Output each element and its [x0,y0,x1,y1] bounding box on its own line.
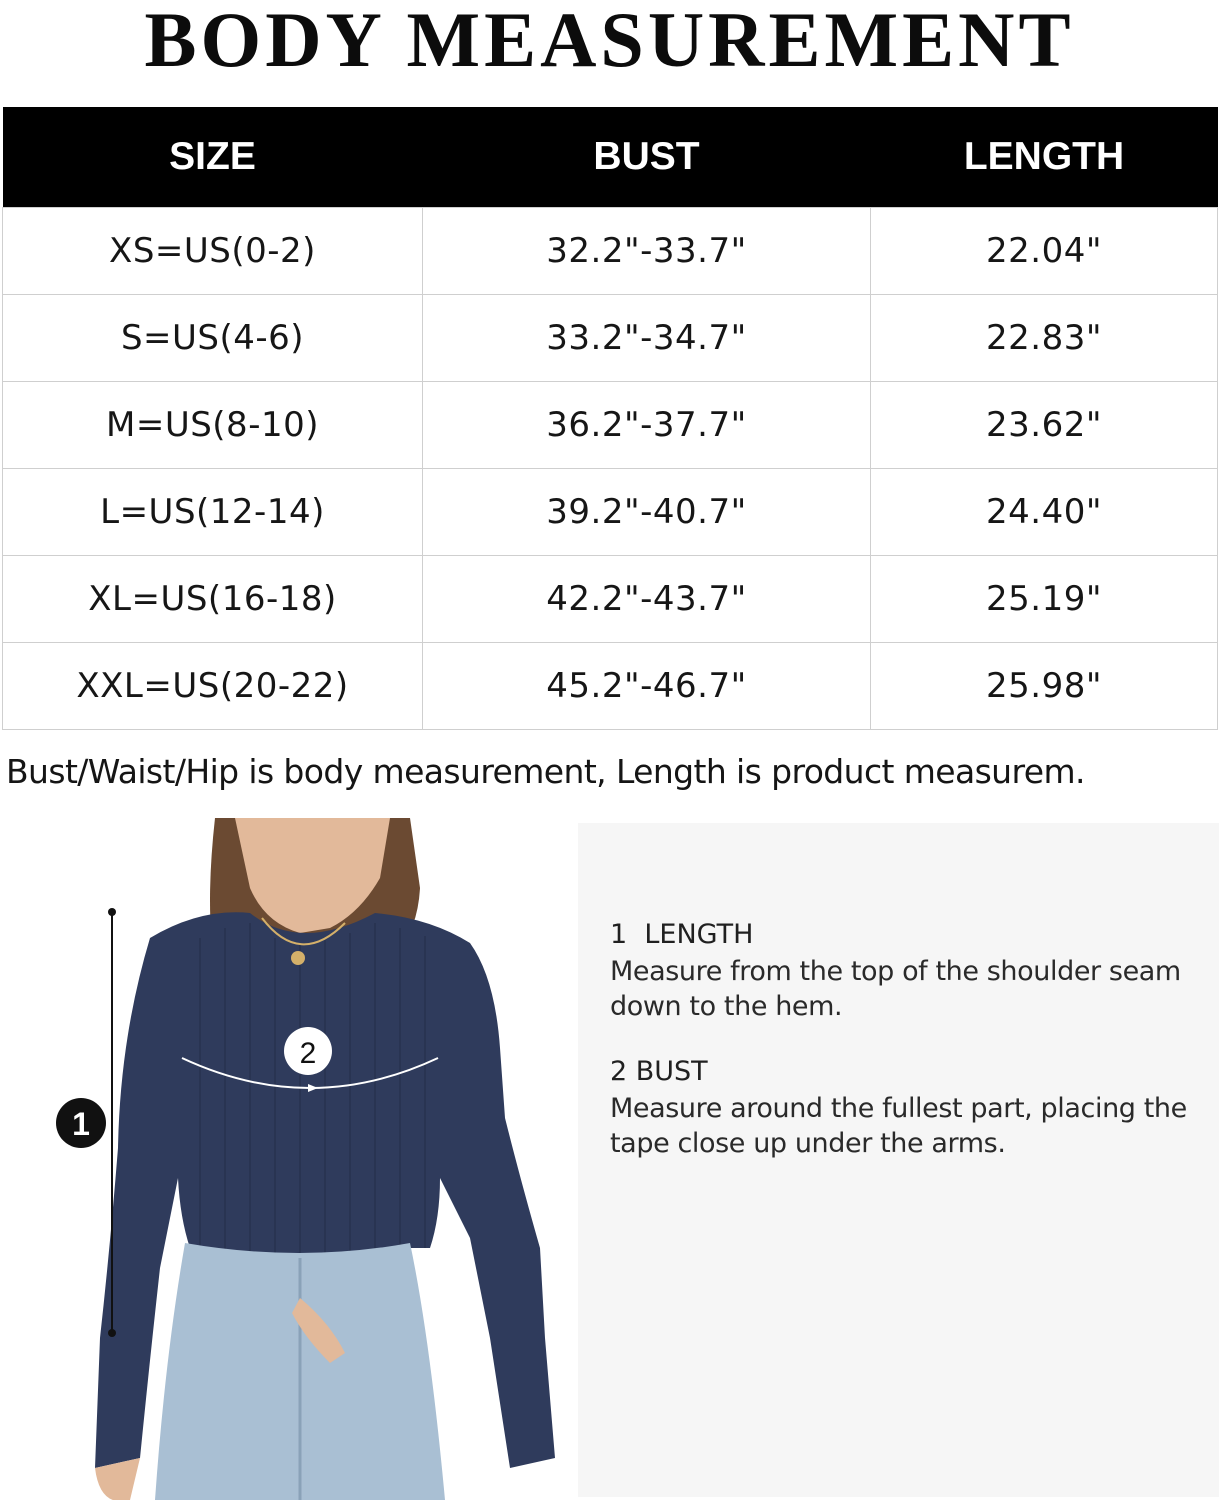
measurement-note: Bust/Waist/Hip is body measurement, Length is product measurem. [6,752,1085,791]
cell-size: L=US(12-14) [3,469,423,556]
length-instruction [610,918,1190,1024]
header-size: SIZE [3,107,423,208]
cell-length: 23.62" [871,382,1218,469]
cell-bust: 39.2"-40.7" [423,469,871,556]
length-heading: 1 LENGTH [610,919,754,950]
cell-length: 25.19" [871,556,1218,643]
model-illustration [0,818,578,1500]
table-row [3,208,1218,295]
size-chart-table [2,107,1218,730]
bust-instruction [610,1055,1190,1161]
cell-size: S=US(4-6) [3,295,423,382]
cell-bust: 45.2"-46.7" [423,643,871,730]
table-row [3,469,1218,556]
table-row [3,556,1218,643]
marker-1-label: 1 [72,1106,90,1142]
cell-length: 25.98" [871,643,1218,730]
marker-2-label: 2 [299,1037,317,1070]
measure-instructions-panel [578,823,1219,1497]
bust-text: Measure around the fullest part, placing the tape close up under the arms. [610,1093,1187,1159]
table-row [3,643,1218,730]
cell-size: XXL=US(20-22) [3,643,423,730]
cell-size: XS=US(0-2) [3,208,423,295]
table-row [3,295,1218,382]
bust-heading: 2 BUST [610,1056,708,1087]
cell-length: 22.83" [871,295,1218,382]
cell-bust: 42.2"-43.7" [423,556,871,643]
table-row [3,382,1218,469]
length-text: Measure from the top of the shoulder seam down to the hem. [610,956,1181,1022]
table-header-row [3,107,1218,208]
header-bust: BUST [423,107,871,208]
cell-length: 24.40" [871,469,1218,556]
cell-bust: 33.2"-34.7" [423,295,871,382]
model-photo [0,818,578,1500]
page-title: BODY MEASUREMENT [144,0,1075,83]
cell-size: M=US(8-10) [3,382,423,469]
header-length: LENGTH [871,107,1218,208]
cell-bust: 32.2"-33.7" [423,208,871,295]
cell-length: 22.04" [871,208,1218,295]
cell-bust: 36.2"-37.7" [423,382,871,469]
cell-size: XL=US(16-18) [3,556,423,643]
